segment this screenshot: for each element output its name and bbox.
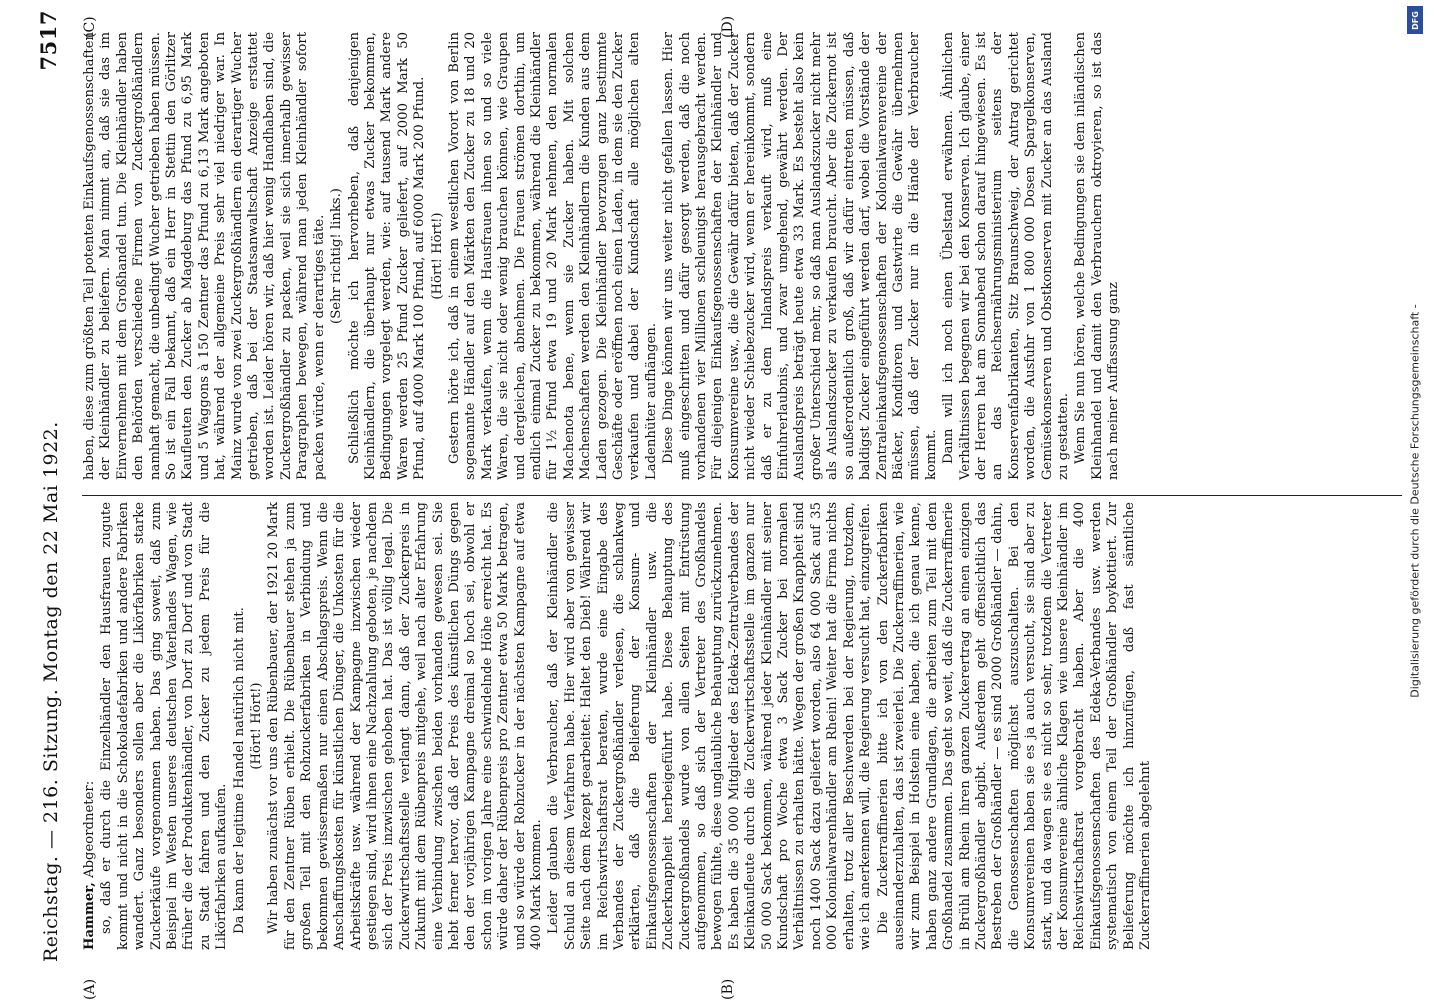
paragraph: haben, diese zum größten Teil potenten Einkaufsgenossenschaften der Kleinhändler zu beliefern. Man nimmt an, daß sie das im Einvernehmen mit dem Großhandel tun. Die Kleinhändler haben den Behörden verschiedene Firmen von Zuckergroßhändlern namhaft gemacht, die unbedingt Wucher getrieben haben müssen. So ist ein Fall bekannt, daß ein Herr in Stettin den Görlitzer Kaufleuten den Zucker ab Magdeburg das Pfund zu 6,95 Mark und 5 Waggons à 150 Zentner das Pfund zu 6,13 Mark angeboten hat, während der allgemeine Preis sehr viel niedriger war. In Mainz wurde von zwei Zuckergroßhändlern ein derartiger Wucher getrieben, daß bei der Staatsanwaltschaft Anzeige erstattet worden ist. Leider hören wir, daß hier wenig Handhaben sind, die Zuckergroßhändler zu packen, weil sie sich innerhalb gewisser Paragraphen bewegen, während man jeden Kleinhändler sofort packen würde, wenn er derartiges täte. bbox=[82, 32, 327, 480]
margin-marker-a: (A) bbox=[82, 978, 98, 1000]
left-column bbox=[82, 502, 1155, 950]
paragraph: Diese Dinge können wir uns weiter nicht gefallen lassen. Hier muß eingeschritten und dafür gesorgt werden, daß die noch vorhandenen vier Millionen schleunigst herausgebracht werden. Für diejenigen Einkaufsgenossenschaften der Kleinhändler und Konsumvereine usw., die die Gewähr dafür bieten, daß der Zucker nicht wieder Schiebezucker wird, wenn er hereinkommt, sondern daß er zu dem Inlandspreis verkauft wird, muß eine Einfuhrerlaubnis, und zwar umgehend, gewährt werden. Der Auslandspreis beträgt heute etwa 33 Mark. Es besteht also kein großer Unterschied mehr, so daß man Auslandszucker nicht mehr als Auslandszucker zu verkaufen braucht. Aber die Zuckernot ist so außerordentlich groß, daß wir dafür eintreten müssen, daß baldigst Zucker eingeführt werden darf, wobei die Vorstände der Zentraleinkaufsgenossenschaften der Kolonialwarenvereine der Bäcker, Konditoren und Gastwirte die Gewähr übernehmen müssen, daß der Zucker nur in die Hände der Verbraucher kommt. bbox=[661, 32, 939, 480]
rotated-page-frame bbox=[30, 10, 1405, 1000]
column-divider bbox=[82, 495, 1402, 496]
margin-marker-b: (B) bbox=[720, 978, 736, 1000]
right-column bbox=[82, 32, 1124, 480]
paragraph: Gestern hörte ich, daß in einem westlichen Vorort von Berlin sogenannte Händler auf den Märkten den Zucker zu 18 und 20 Mark verkaufen, wenn die Hausfrauen ihnen so und so viele Waren, die sie nicht oder wenig brauchen können, wie Graupen und dergleichen, abnehmen. Die Frauen strömen dorthin, um endlich einmal Zucker zu bekommen, während die Kleinhändler für 1½ Pfund etwa 19 und 20 Mark nehmen, den normalen Machenota bene, wenn sie Zucker haben. Mit solchen Machenschaften werden den Kleinhändlern die Kunden aus dem Laden gezogen. Die Kleinhändler bevorzugen ganz bestimmte Geschäfte oder eröffnen noch einen Laden, in dem sie den Zucker verkaufen und dabei der Kundschaft alle möglichen alten Ladenhüter aufhängen. bbox=[446, 32, 659, 480]
margin-marker-c: (C) bbox=[82, 16, 98, 38]
page-number: 7517 bbox=[36, 10, 61, 71]
speaker-line bbox=[82, 502, 98, 950]
paragraph: Da kann der legitime Handel natürlich nicht mit. bbox=[231, 607, 247, 934]
paragraph: Schließlich möchte ich hervorheben, daß denjenigen Kleinhändlern, die überhaupt nur etwas Zucker bekommen, Bedingungen vorgelegt werden, wie: auf tausend Mark andere Waren werden 25 Pfund Zucker geliefert, auf 2000 Mark 50 Pfund, auf 4000 Mark 100 Pfund, auf 6000 Mark 200 Pfund. bbox=[346, 32, 428, 480]
speaker-role: Abgeordneter: bbox=[82, 780, 97, 878]
digitization-credit: Digitalisierung gefördert durch die Deutsche Forschungsgemeinschaft - bbox=[1408, 304, 1422, 698]
speaker-name: Hammer, bbox=[82, 882, 97, 950]
interjection: (Hört! Hört!) bbox=[429, 212, 445, 300]
paragraph: Die Zuckerraffinerien bitte ich von den Zuckerfabriken auseinanderzuhalten, das ist zweierlei. Die Zuckerraffinerien, wie wir zum Beispiel in Holstein eine haben, die ich genau kenne, haben ganz andere Grundlagen, die arbeiten zum Teil mit dem Großhandel zusammen. Das geht so weit, daß die Zuckerraffinerie in Brühl am Rhein ihren ganzen Zuckerertrag an einen einzigen Zuckergroßhändler abgibt. Außerdem geht offensichtlich das Bestreben der Großhändler — es sind 2000 Großhändler — dahin, die Genossenschaften möglichst auszuschalten. Bei den Konsumvereinen haben sie es ja auch versucht, sie sind aber zu stark, und da wagen sie es nicht so sehr, trotzdem die Vertreter der Konsumvereine ähnliche Klagen wie unsere Kleinhändler im Reichswirtschaftsrat vorgebracht haben. Aber die 400 Einkaufsgenossenschaften des Edeka-Verbandes usw. werden systematisch von einem Teil der Großhändler boykottiert. Zur Belieferung möchte ich hinzufügen, daß fast sämtliche Zuckerraffinerien abgelehnt bbox=[875, 502, 1153, 950]
dfg-sidebar bbox=[1404, 6, 1426, 996]
interjection: (Hört! Hört!) bbox=[249, 682, 265, 770]
header-title: Reichstag. — 216. Sitzung. Montag den 22 Mai 1922. bbox=[40, 421, 62, 962]
page-header bbox=[30, 10, 74, 1000]
paragraph: Leider glauben die Verbraucher, daß der Kleinhändler die Schuld an diesem Verfahren habe. Hier wird aber von gewisser Seite nach dem Rezept gearbeitet: Haltet den Dieb! Während wir im Reichswirtschaftsrat beraten, wurde eine Eingabe des Verbandes der Zuckergroßhändler verlesen, die schlankweg erklärten, daß die Belieferung der Konsum- und Einkaufsgenossenschaften der Kleinhändler usw. die Zuckerknappheit herbeigeführt habe. Diese Behauptung des Zuckergroßhandels wurde von allen Seiten mit Entrüstung aufgenommen, so daß sich der Vertreter des Großhandels bewogen fühlte, diese unglaubliche Behauptung zurückzunehmen. Es haben die 35 000 Mitglieder des Edeka-Zentralverbandes der Kleinkaufleute durch die Zuckerwirtschaftsstelle im ganzen nur 50 000 Sack bekommen, während jeder Kleinhändler mit seiner Kundschaft pro Woche etwa 3 Sack Zucker bei normalen Verhältnissen zu erhalten hätte. Wegen der großen Knappheit sind noch 1400 Sack dazu geliefert worden, also 64 000 Sack auf 35 000 Kolonialwarenhändler am Rhein! Weiter hat die Firma nichts erhalten, trotz aller Beschwerden bei der Regierung, trotzdem, wie ich anerkennen will, die Regierung versucht hat, einzugreifen. bbox=[546, 502, 874, 950]
paragraph: so, daß er durch die Einzelhändler den Hausfrauen zugute kommt und nicht in die Schokoladefabriken und andere Fabriken wandert. Ganz besonders sollen aber die Likörfabriken starke Zuckerkäufe vorgenommen haben. Das ging soweit, daß zum Beispiel im Westen unseres deutschen Vaterlandes Wagen, wie früher die der Produktenhändler, von Dorf zu Dorf und von Stadt zu Stadt fahren und den Zucker zu jedem Preis für die Likörfabriken aufkaufen. bbox=[99, 502, 230, 950]
paragraph: Wenn Sie nun hören, welche Bedingungen sie dem inländischen Kleinhandel und damit den Verbrauchern oktroyieren, so ist das nach meiner Auffassung ganz bbox=[1073, 32, 1122, 480]
paragraph: Dann will ich noch einen Übelstand erwähnen. Ähnlichen Verhältnissen begegnen wir bei den Konserven. Ich glaube, einer der Herren hat am Sonnabend schon darauf hingewiesen. Es ist an das Reichsernährungsministerium seitens der Konservenfabrikanten, Sitz Braunschweig, der Antrag gerichtet worden, die Ausfuhr von 1 800 000 Dosen Spargelkonserven, Gemüsekonserven und Obstkonserven mit Zucker an das Ausland zu gestatten. bbox=[941, 32, 1071, 480]
paragraph: Wir haben zunächst vor uns den Rübenbauer, der 1921 20 Mark für den Zentner Rüben erhielt. Die Rübenbauer stehen ja zum großen Teil mit den Rohzuckerfabriken in Verbindung und bekommen gewissermaßen nur einen Abschlagspreis. Wenn die Anschaffungskosten für künstlichen Dünger, die Unkosten für die Arbeitskräfte usw. während der Kampagne inzwischen wieder gestiegen sind, wird ihnen eine Nachzahlung geboten, je nachdem sich der Preis inzwischen gehoben hat. Das ist völlig legal. Die Zuckerwirtschaftsstelle verlangt dann, daß der Zuckerpreis in Zukunft mit dem Rübenpreis mitgehe, weil nach alter Erfahrung eine Verbindung zwischen beiden vorhanden gewesen sei. Sie hebt ferner hervor, daß der Preis des künstlichen Düngs gegen den der vorjährigen Kampagne dreimal so hoch sei, obwohl er schon im vorigen Jahre eine schwindelnde Höhe erreicht hat. Es würde daher der Rübenpreis pro Zentner etwa 50 Mark betragen, und so würde der Rohzucker in der nächsten Kampagne auf etwa 400 Mark kommen. bbox=[266, 502, 544, 950]
margin-marker-d: (D) bbox=[720, 15, 736, 38]
interjection: (Sehr richtig! links.) bbox=[329, 188, 345, 324]
dfg-logo: DFG bbox=[1407, 6, 1423, 34]
